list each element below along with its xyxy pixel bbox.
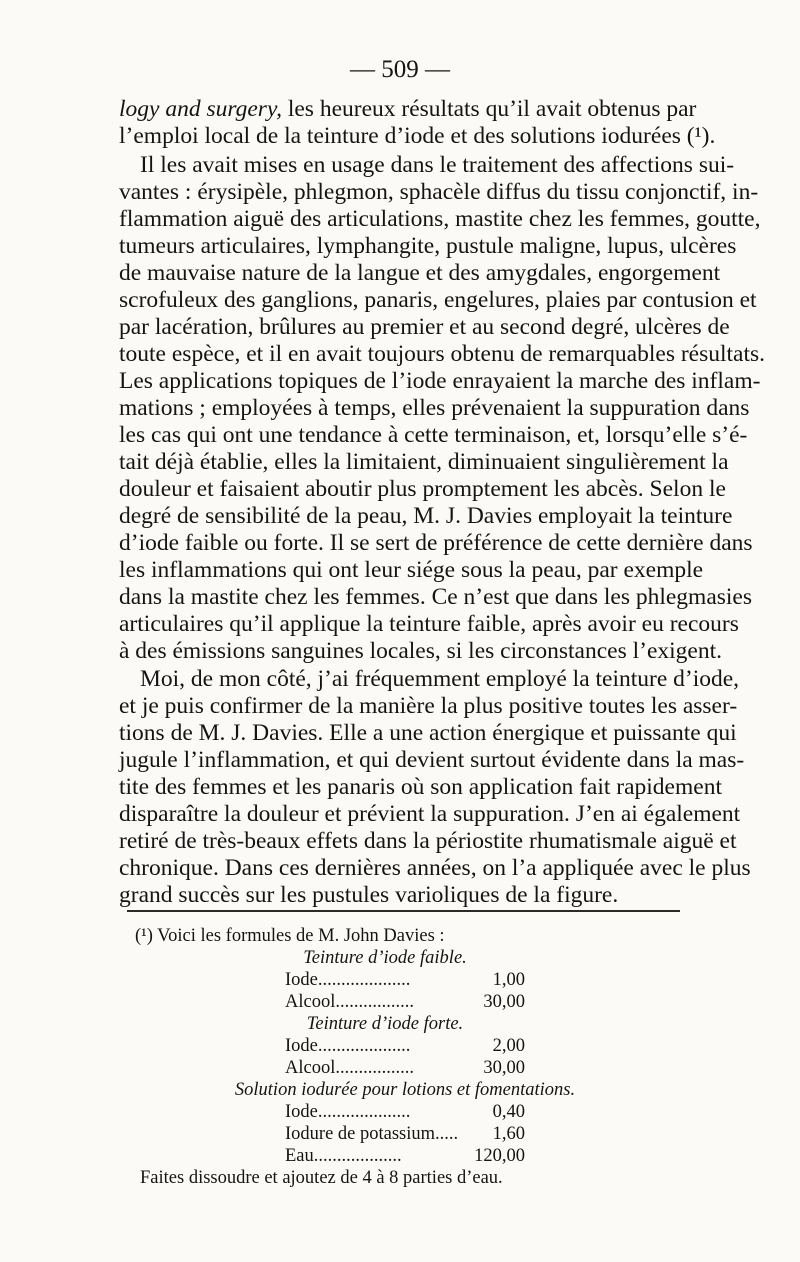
ingredient-name: Eau................... — [285, 1146, 402, 1166]
body-line: dans la mastite chez les femmes. Ce n’est que dans les phlegmasies — [119, 584, 753, 610]
body-line: et je puis confirmer de la manière la plus positive toutes les asser- — [119, 693, 738, 719]
formula-row — [285, 1123, 525, 1145]
ingredient-amount: 30,00 — [483, 1058, 525, 1078]
formula-title: Solution iodurée pour lotions et fomentations. — [234, 1080, 576, 1100]
body-line: disparaître la douleur et prévient la suppuration. J’en ai également — [119, 801, 741, 827]
body-line: tait déjà établie, elles la limitaient, diminuaient singulièrement la — [119, 449, 729, 475]
paragraph-start-line: Il les avait mises en usage dans le traitement des affections sui- — [140, 152, 735, 178]
ingredient-name: Iodure de potassium..... — [285, 1124, 459, 1144]
body-line: tions de M. J. Davies. Elle a une action énergique et puissante qui — [119, 720, 737, 746]
ingredient-amount: 120,00 — [474, 1146, 525, 1166]
body-line: toute espèce, et il en avait toujours obtenu de remarquables résultats. — [119, 341, 766, 367]
formula-row — [285, 969, 525, 991]
body-line: mations ; employées à temps, elles prévenaient la suppuration dans — [119, 395, 750, 421]
body-line: tumeurs articulaires, lymphangite, pustule maligne, lupus, ulcères — [119, 233, 737, 259]
body-line: l’emploi local de la teinture d’iode et des solutions iodurées (¹). — [119, 123, 716, 149]
body-line: degré de sensibilité de la peau, M. J. Davies employait la teinture — [119, 503, 733, 529]
footnote-separator — [127, 910, 680, 912]
ingredient-amount: 1,60 — [492, 1124, 525, 1144]
paragraph-start-line: Moi, de mon côté, j’ai fréquemment employé la teinture d’iode, — [140, 666, 740, 692]
body-line: de mauvaise nature de la langue et des amygdales, engorgement — [119, 260, 721, 286]
ingredient-name: Iode.................... — [285, 1036, 411, 1056]
body-line: par lacération, brûlures au premier et au second degré, ulcères de — [119, 314, 730, 340]
page-number: — 509 — — [350, 56, 450, 83]
body-line: vantes : érysipèle, phlegmon, sphacèle diffus du tissu conjonctif, in- — [119, 179, 759, 205]
body-line: articulaires qu’il applique la teinture faible, après avoir eu recours — [119, 611, 739, 637]
footnote-closing: Faites dissoudre et ajoutez de 4 à 8 parties d’eau. — [140, 1168, 503, 1188]
ingredient-name: Iode.................... — [285, 970, 411, 990]
body-line-1-rest: les heureux résultats qu’il avait obtenus par — [281, 96, 697, 122]
formula-title: Teinture d’iode forte. — [306, 1014, 464, 1034]
body-line: tite des femmes et les panaris où son application fait rapidement — [119, 774, 722, 800]
ingredient-name: Alcool................. — [285, 1058, 414, 1078]
formula-row — [285, 1057, 525, 1079]
ingredient-amount: 2,00 — [492, 1036, 525, 1056]
body-line: douleur et faisaient aboutir plus promptement les abcès. Selon le — [119, 476, 726, 502]
body-line: à des émissions sanguines locales, si les circonstances l’exigent. — [119, 638, 723, 664]
body-line: retiré de très-beaux effets dans la périostite rhumatismale aiguë et — [119, 828, 737, 854]
body-line: les inflammations qui ont leur siége sous la peau, par exemple — [119, 557, 704, 583]
formula-row — [285, 1145, 525, 1167]
body-line: grand succès sur les pustules varioliques de la figure. — [119, 882, 619, 908]
body-line: scrofuleux des ganglions, panaris, engelures, plaies par contusion et — [119, 287, 757, 313]
formula-row — [285, 991, 525, 1013]
italic-title-fragment: logy and surgery, — [119, 96, 282, 122]
body-line: les cas qui ont une tendance à cette terminaison, et, lorsqu’elle s’é- — [119, 422, 748, 448]
footnote-intro: (¹) Voici les formules de M. John Davies : — [135, 926, 445, 946]
body-line-1 — [119, 94, 697, 124]
ingredient-amount: 1,00 — [492, 970, 525, 990]
body-line: flammation aiguë des articulations, mastite chez les femmes, goutte, — [119, 206, 761, 232]
ingredient-amount: 30,00 — [483, 992, 525, 1012]
body-line: Les applications topiques de l’iode enrayaient la marche des inflam- — [119, 368, 761, 394]
formula-row — [285, 1101, 525, 1123]
body-line: chronique. Dans ces dernières années, on l’a appliquée avec le plus — [119, 855, 751, 881]
formula-title: Teinture d’iode faible. — [303, 948, 467, 968]
ingredient-amount: 0,40 — [492, 1102, 525, 1122]
formula-row — [285, 1035, 525, 1057]
body-line: jugule l’inflammation, et qui devient surtout évidente dans la mas- — [119, 747, 745, 773]
ingredient-name: Alcool................. — [285, 992, 414, 1012]
body-line: d’iode faible ou forte. Il se sert de préférence de cette dernière dans — [119, 530, 753, 556]
ingredient-name: Iode.................... — [285, 1102, 411, 1122]
